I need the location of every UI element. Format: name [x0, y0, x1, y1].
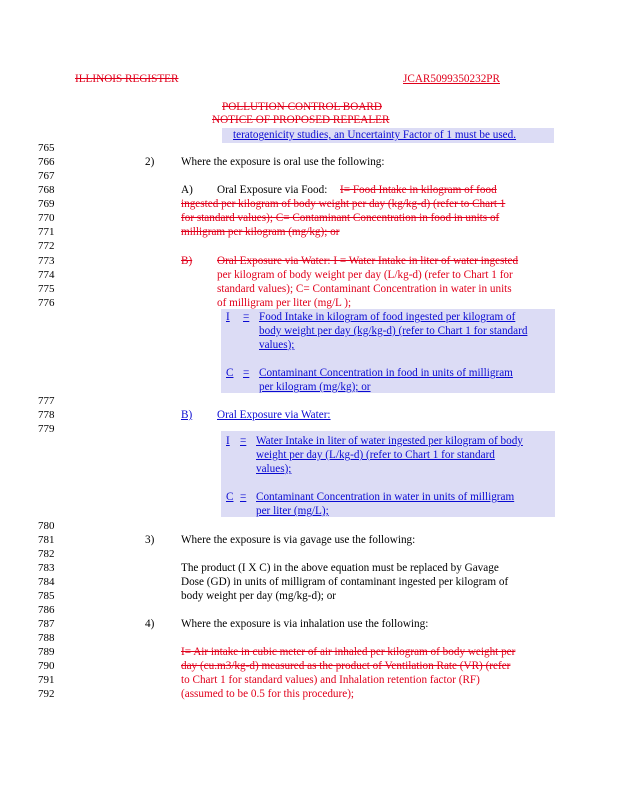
line-number: 786 — [38, 604, 55, 616]
register-code: JCAR5099350232PR — [403, 73, 500, 85]
line-number: 778 — [38, 409, 55, 421]
line-number: 770 — [38, 212, 55, 224]
line-number: 790 — [38, 660, 55, 672]
food-c-definition: Contaminant Concentration in food in units of milligram — [259, 367, 513, 379]
food-i-equals: = — [243, 311, 250, 323]
subitem-a-title: Oral Exposure via Food: — [217, 184, 328, 196]
item-3-number: 3) — [145, 534, 155, 546]
line-number: 775 — [38, 283, 55, 295]
line-number: 765 — [38, 142, 55, 154]
item-2-number: 2) — [145, 156, 155, 168]
line-number: 780 — [38, 520, 55, 532]
line-number: 769 — [38, 198, 55, 210]
line-number: 767 — [38, 170, 55, 182]
body-text: standard values); C= Contaminant Concentration in water in units — [217, 283, 512, 295]
body-text: The product (I X C) in the above equation must be replaced by Gavage — [181, 562, 499, 574]
line-number: 771 — [38, 226, 55, 238]
line-number: 791 — [38, 674, 55, 686]
notice-title: NOTICE OF PROPOSED REPEALER — [212, 114, 390, 126]
body-text: (assumed to be 0.5 for this procedure); — [181, 688, 355, 700]
deleted-text: Oral Exposure via Water: I = Water Intake in liter of water ingested — [217, 255, 519, 267]
deleted-text: ingested per kilogram of body weight per day (kg/kg-d) (refer to Chart 1 — [181, 198, 506, 210]
line-number: 779 — [38, 423, 55, 435]
item-3-text: Where the exposure is via gavage use the following: — [181, 534, 416, 546]
board-name: POLLUTION CONTROL BOARD — [222, 101, 382, 113]
line-number: 777 — [38, 395, 55, 407]
food-c-equals: = — [243, 367, 250, 379]
water-c-definition: Contaminant Concentration in water in units of milligram — [256, 491, 515, 503]
water-c-definition: per liter (mg/L); — [256, 505, 329, 517]
line-number: 785 — [38, 590, 55, 602]
line-number: 783 — [38, 562, 55, 574]
water-i-definition: weight per day (L/kg-d) (refer to Chart 1 for standard — [256, 449, 495, 461]
top-insert-text: teratogenicity studies, an Uncertainty Factor of 1 must be used. — [233, 129, 517, 141]
food-i-definition: Food Intake in kilogram of food ingested per kilogram of — [259, 311, 516, 323]
line-number: 768 — [38, 184, 55, 196]
line-number: 782 — [38, 548, 55, 560]
food-i-definition: values); — [259, 339, 295, 351]
item-4-number: 4) — [145, 618, 155, 630]
register-title: ILLINOIS REGISTER — [75, 73, 179, 85]
subitem-a-label: A) — [181, 184, 193, 196]
body-text: of milligram per liter (mg/L ); — [217, 297, 352, 309]
line-number: 781 — [38, 534, 55, 546]
deleted-text: for standard values); C= Contaminant Concentration in food in units of — [181, 212, 500, 224]
line-number: 773 — [38, 255, 55, 267]
food-c-definition: per kilogram (mg/kg); or — [259, 381, 371, 393]
food-c-symbol: C — [226, 367, 234, 379]
body-text: to Chart 1 for standard values) and Inhalation retention factor (RF) — [181, 674, 480, 686]
line-number: 766 — [38, 156, 55, 168]
body-text: Dose (GD) in units of milligram of contaminant ingested per kilogram of — [181, 576, 509, 588]
line-number: 772 — [38, 240, 55, 252]
line-number: 776 — [38, 297, 55, 309]
line-number: 792 — [38, 688, 55, 700]
line-number: 788 — [38, 632, 55, 644]
line-number: 787 — [38, 618, 55, 630]
food-i-definition: body weight per day (kg/kg-d) (refer to Chart 1 for standard — [259, 325, 528, 337]
item-2-text: Where the exposure is oral use the following: — [181, 156, 385, 168]
line-number: 789 — [38, 646, 55, 658]
subitem-b-label: B) — [181, 409, 193, 421]
deleted-text: milligram per kilogram (mg/kg); or — [181, 226, 340, 238]
water-i-symbol: I — [226, 435, 230, 447]
water-i-definition: values); — [256, 463, 292, 475]
deleted-text: I= Food Intake in kilogram of food — [340, 184, 497, 196]
deleted-b-label: B) — [181, 255, 193, 267]
water-c-equals: = — [240, 491, 247, 503]
water-c-symbol: C — [226, 491, 234, 503]
water-i-equals: = — [240, 435, 247, 447]
item-4-text: Where the exposure is via inhalation use the following: — [181, 618, 429, 630]
deleted-text: I= Air intake in cubic meter of air inhaled per kilogram of body weight per — [181, 646, 516, 658]
deleted-text: day (cu.m3/kg-d) measured as the product of Ventilation Rate (VR) (refer — [181, 660, 511, 672]
line-number: 774 — [38, 269, 55, 281]
subitem-b-title: Oral Exposure via Water: — [217, 409, 331, 421]
line-number: 784 — [38, 576, 55, 588]
water-i-definition: Water Intake in liter of water ingested per kilogram of body — [256, 435, 523, 447]
food-i-symbol: I — [226, 311, 230, 323]
body-text: per kilogram of body weight per day (L/kg-d) (refer to Chart 1 for — [217, 269, 513, 281]
body-text: body weight per day (mg/kg-d); or — [181, 590, 337, 602]
